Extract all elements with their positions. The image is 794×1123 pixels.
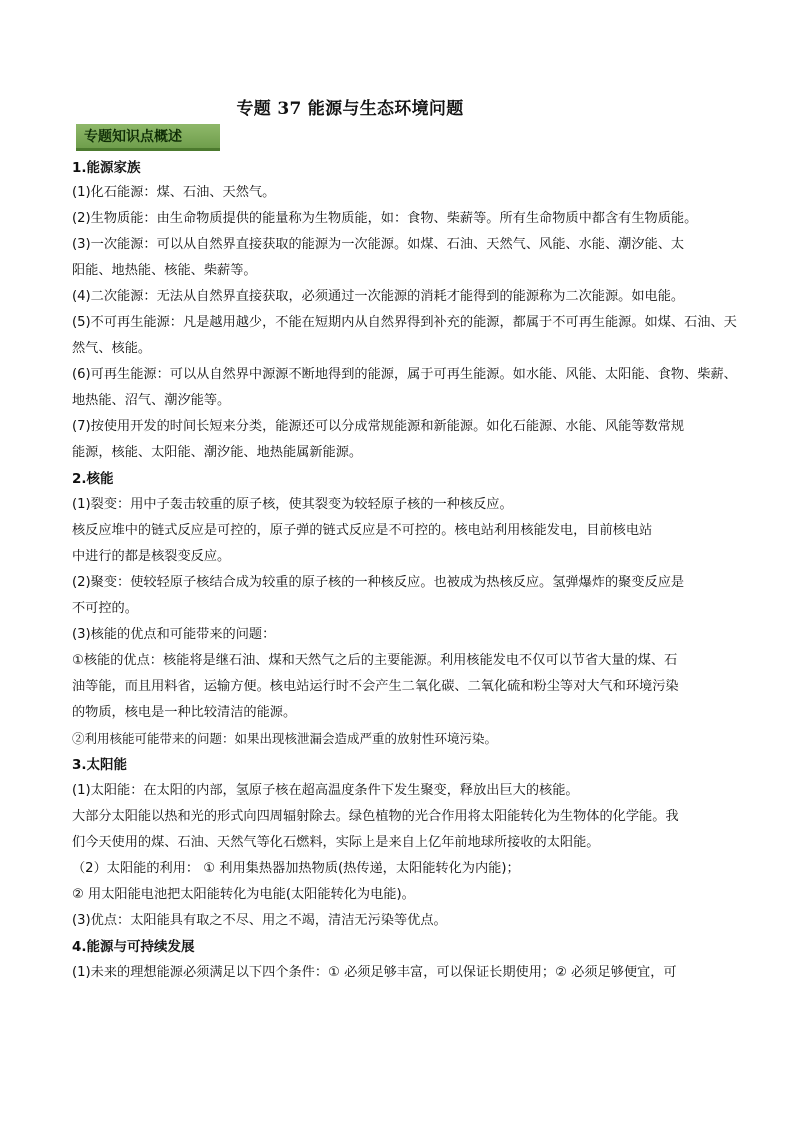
text-line: 阳能、地热能、核能、柴薪等。 [72, 263, 257, 278]
text-line: 油等能，而且用料省，运输方便。核电站运行时不会产生二氧化碳、二氧化硫和粉尘等对大气和环境污染 [72, 679, 679, 694]
text-line: (3)核能的优点和可能带来的问题： [72, 627, 276, 642]
text-line: ②利用核能可能带来的问题：如果出现核泄漏会造成严重的放射性环境污染。 [72, 731, 498, 746]
text-line: (1)太阳能：在太阳的内部，氢原子核在超高温度条件下发生聚变，释放出巨大的核能。 [72, 783, 579, 798]
text-line: 核反应堆中的链式反应是可控的，原子弹的链式反应是不可控的。核电站利用核能发电，目前核电站 [72, 523, 653, 538]
text-line: (3)优点：太阳能具有取之不尽、用之不竭，清洁无污染等优点。 [72, 913, 447, 928]
text-line: 们今天使用的煤、石油、天然气等化石燃料，实际上是来自上亿年前地球所接收的太阳能。 [72, 835, 600, 850]
section-heading: 3.太阳能 [72, 757, 128, 773]
text-line: ①核能的优点：核能将是继石油、煤和天然气之后的主要能源。利用核能发电不仅可以节省大量的煤、石 [72, 653, 678, 668]
text-line: 不可控的。 [72, 601, 138, 616]
text-line: (5)不可再生能源：凡是越用越少，不能在短期内从自然界得到补充的能源，都属于不可再生能源。如煤、石油、天 [72, 315, 737, 330]
text-line: 中进行的都是核裂变反应。 [72, 549, 231, 564]
text-line: (4)二次能源：无法从自然界直接获取，必须通过一次能源的消耗才能得到的能源称为二次能源。如电能。 [72, 289, 685, 304]
section-heading: 1.能源家族 [72, 160, 141, 176]
text-line: （2）太阳能的利用： ① 利用集热器加热物质(热传递，太阳能转化为内能)； [72, 861, 520, 876]
text-line: (1)裂变：用中子轰击较重的原子核，使其裂变为较轻原子核的一种核反应。 [72, 497, 513, 512]
text-line: (2)生物质能：由生命物质提供的能量称为生物质能，如：食物、柴薪等。所有生命物质中都含有生物质能。 [72, 211, 698, 226]
text-line: 能源，核能、太阳能、潮汐能、地热能属新能源。 [72, 445, 363, 460]
text-line: (7)按使用开发的时间长短来分类，能源还可以分成常规能源和新能源。如化石能源、水能、风能等数常规 [72, 419, 685, 434]
text-line: (3)一次能源：可以从自然界直接获取的能源为一次能源。如煤、石油、天然气、风能、水能、潮汐能、太 [72, 237, 685, 252]
text-line: (1)化石能源：煤、石油、天然气。 [72, 185, 276, 200]
section-heading: 2.核能 [72, 471, 114, 487]
text-line: 大部分太阳能以热和光的形式向四周辐射除去。绿色植物的光合作用将太阳能转化为生物体的化学能。我 [72, 809, 679, 824]
text-line: 地热能、沼气、潮汐能等。 [72, 393, 231, 408]
page-title: 专题 37 能源与生态环境问题 [236, 99, 464, 119]
section-heading: 4.能源与可持续发展 [72, 939, 195, 955]
text-line: (6)可再生能源：可以从自然界中源源不断地得到的能源，属于可再生能源。如水能、风能、太阳能、食物、柴薪、 [72, 367, 737, 382]
text-line: ② 用太阳能电池把太阳能转化为电能(太阳能转化为电能)。 [72, 887, 415, 902]
text-line: (1)未来的理想能源必须满足以下四个条件：① 必须足够丰富，可以保证长期使用；② 必须足够便宜，可 [72, 965, 677, 980]
text-line: 然气、核能。 [72, 341, 152, 356]
text-line: (2)聚变：使较轻原子核结合成为较重的原子核的一种核反应。也被成为热核反应。氢弹爆炸的聚变反应是 [72, 575, 685, 590]
section-banner: 专题知识点概述 [76, 124, 220, 151]
text-line: 的物质，核电是一种比较清洁的能源。 [72, 705, 297, 720]
